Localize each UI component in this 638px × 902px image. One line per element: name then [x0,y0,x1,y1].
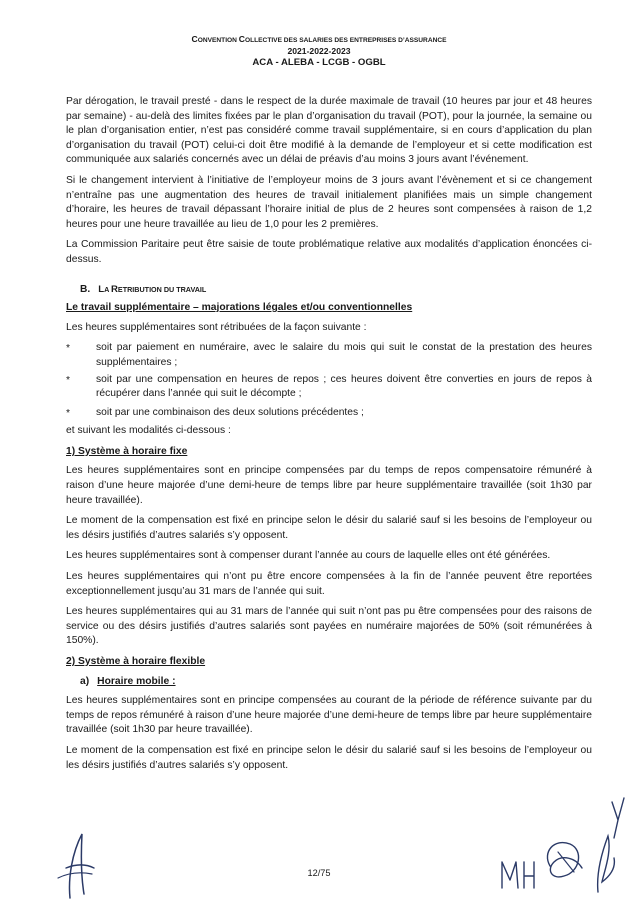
bullet-marker: * [66,407,71,419]
subheading-label: a) [80,675,90,687]
list-item: * soit par une compensation en heures de repos ; ces heures doivent être converties en jours de repos à récupérer dans l’année qui suit le décompte ; [66,373,592,400]
subheading-horaire-mobile [80,675,592,690]
subheading-title: Horaire mobile : [97,675,176,687]
paragraph: Les heures supplémentaires sont en principe compensées au courant de la période de référence suivante par du temps de repos rémunéré à raison d’une heure majorée d’une demi-heure de temps libre par heure supplémentaire travaillée (soit 1h30 par heure travaillée). [66,695,592,736]
heading-horaire-fixe: 1) Système à horaire fixe [66,445,188,457]
section-number: B. [80,283,91,295]
header-years: 2021-2022-2023 [287,46,351,56]
heading-travail-supplementaire: Le travail supplémentaire – majorations légales et/ou conventionnelles [66,302,413,314]
section-heading-b: B. LA RETRIBUTION DU TRAVAIL [80,283,207,295]
bullet-marker: * [66,374,71,386]
paragraph: Les heures supplémentaires qui n’ont pu être encore compensées à la fin de l’année peuvent être reportées exceptionnellement jusqu’au 31 mars de l’année qui suit. [66,571,592,597]
bullet-marker: * [66,343,71,355]
paragraph: Le moment de la compensation est fixé en principe selon le désir du salarié sauf si les besoins de l’employeur ou les désirs justifiés d’autres salariés s’y opposent. [66,515,592,541]
paragraph: Les heures supplémentaires sont à compenser durant l’année au cours de laquelle elles ont été générées. [66,550,551,562]
header-signatories: ACA - ALEBA - LCGB - OGBL [252,57,386,68]
signature-initials-right [494,792,634,900]
paragraph: et suivant les modalités ci-dessous : [66,425,231,437]
signature-initial-left [48,828,102,900]
list-item: * soit par une combinaison des deux solutions précédentes ; [66,406,592,421]
paragraph: Les heures supplémentaires sont rétribuées de la façon suivante : [66,321,367,333]
paragraph: Le moment de la compensation est fixé en principe selon le désir du salarié sauf si les besoins de l’employeur ou les désirs justifiés d’autres salariés s’y opposent. [66,744,592,771]
header-title: CONVENTION COLLECTIVE DES SALARIES DES ENTREPRISES D’ASSURANCE [191,34,447,44]
bullet-list [66,341,592,420]
list-item: * soit par paiement en numéraire, avec le salaire du mois qui suit le constat de la prestation des heures supplémentaires ; [66,342,592,368]
document-body [66,95,592,779]
document-header [0,34,638,68]
heading-horaire-flexible: 2) Système à horaire flexible [66,656,206,667]
paragraph: Les heures supplémentaires sont en principe compensées par du temps de repos compensatoire rémunéré à raison d’une heure majorée d’une demi-heure de temps libre par heure supplémentaire travaillée (soit 1h30 par heure travaillée). [66,465,592,506]
page-number: 12/75 [307,868,331,878]
paragraph: La Commission Paritaire peut être saisie de toute problématique relative aux modalités d’application énoncées ci-dessus. [66,239,592,265]
paragraph: Les heures supplémentaires qui au 31 mars de l’année qui suit n’ont pas pu être compensées pour des raisons de service ou des désirs justifiés d’autres salariés sont payées en numéraire majorées de 50% (soit rémunérées à 150%). [66,606,592,647]
paragraph: Par dérogation, le travail presté - dans le respect de la durée maximale de travail (10 heures par jour et 48 heures par semaine) - au-delà des limites fixées par le plan d’organisation du travail (POT), pour la journée, la semaine ou le plan d’organisation entier, n’est pas considéré comme travail supplémentaire, si en cours d’application du plan d’organisation du travail (POT) celui-ci doit être modifié à la demande de l’employeur et si cette modification est communiquée aux salariés concernés avec un délai de préavis d’au moins 3 jours avant l’événement. [66,96,592,166]
paragraph: Si le changement intervient à l’initiative de l’employeur moins de 3 jours avant l’évènement et si ce changement n’entraîne pas une augmentation des heures de travail initialement planifiées mais un simple changement d’horaire, les heures de travail dépassant l’horaire initial de plus de 2 heures sont compensées à raison de 1,2 heures pour une heure travaillée au lieu de 1,0 pour les 2 premières. [66,174,592,230]
